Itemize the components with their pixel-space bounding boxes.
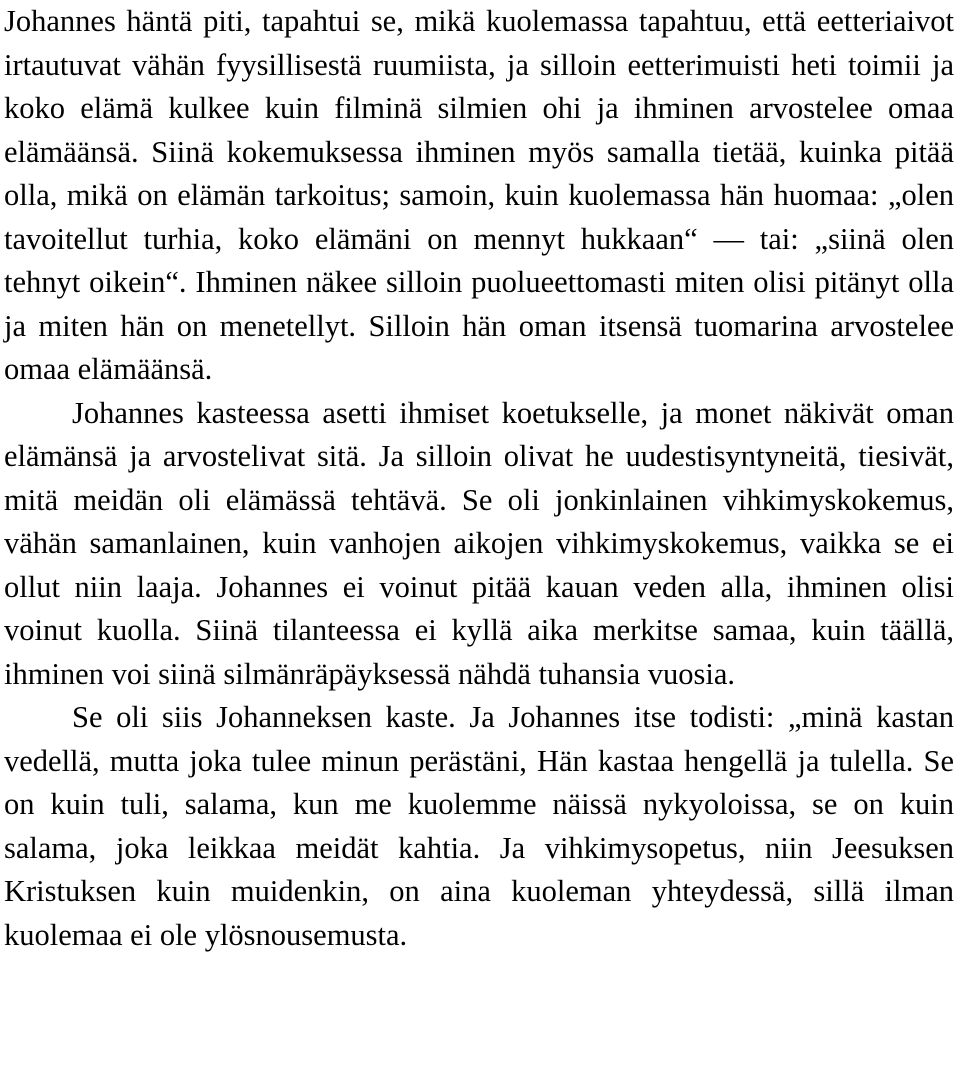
paragraph-1: Johannes häntä piti, tapahtui se, mikä kuolemassa tapahtuu, että eetteriaivot irtautuvat vähän fyysillisestä ruumiista, ja silloin eetterimuisti heti toimii ja koko elämä kulkee kuin filminä silmien ohi ja ihminen arvostelee omaa elämäänsä. Siinä kokemuksessa ihminen myös samalla tietää, kuinka pitää olla, mikä on elämän tarkoitus; samoin, kuin kuolemassa hän huomaa: „olen tavoitellut turhia, koko elämäni on mennyt hukkaan“ — tai: „siinä olen tehnyt oikein“. Ihminen näkee silloin puolueettomasti miten olisi pitänyt olla ja miten hän on menetellyt. Silloin hän oman itsensä tuomarina arvostelee omaa elämäänsä. xyxy=(4,4,954,386)
paragraph-3: Se oli siis Johanneksen kaste. Ja Johannes itse todisti: „minä kastan vedellä, mutta joka tulee minun perästäni, Hän kastaa hengellä ja tulella. Se on kuin tuli, salama, kun me kuolemme näissä nykyoloissa, se on kuin salama, joka leikkaa meidät kahtia. Ja vihkimysopetus, niin Jeesuksen Kristuksen kuin muidenkin, on aina kuoleman yhteydessä, sillä ilman kuolemaa ei ole ylösnousemusta. xyxy=(4,700,954,952)
paragraph-2: Johannes kasteessa asetti ihmiset koetukselle, ja monet näkivät oman elämänsä ja arvostelivat sitä. Ja silloin olivat he uudestisyntyneitä, tiesivät, mitä meidän oli elämässä tehtävä. Se oli jonkinlainen vihkimyskokemus, vähän samanlainen, kuin vanhojen aikojen vihkimyskokemus, vaikka se ei ollut niin laaja. Johannes ei voinut pitää kauan veden alla, ihminen olisi voinut kuolla. Siinä tilanteessa ei kyllä aika merkitse samaa, kuin täällä, ihminen voi siinä silmänräpäyksessä nähdä tuhansia vuosia. xyxy=(4,395,954,691)
